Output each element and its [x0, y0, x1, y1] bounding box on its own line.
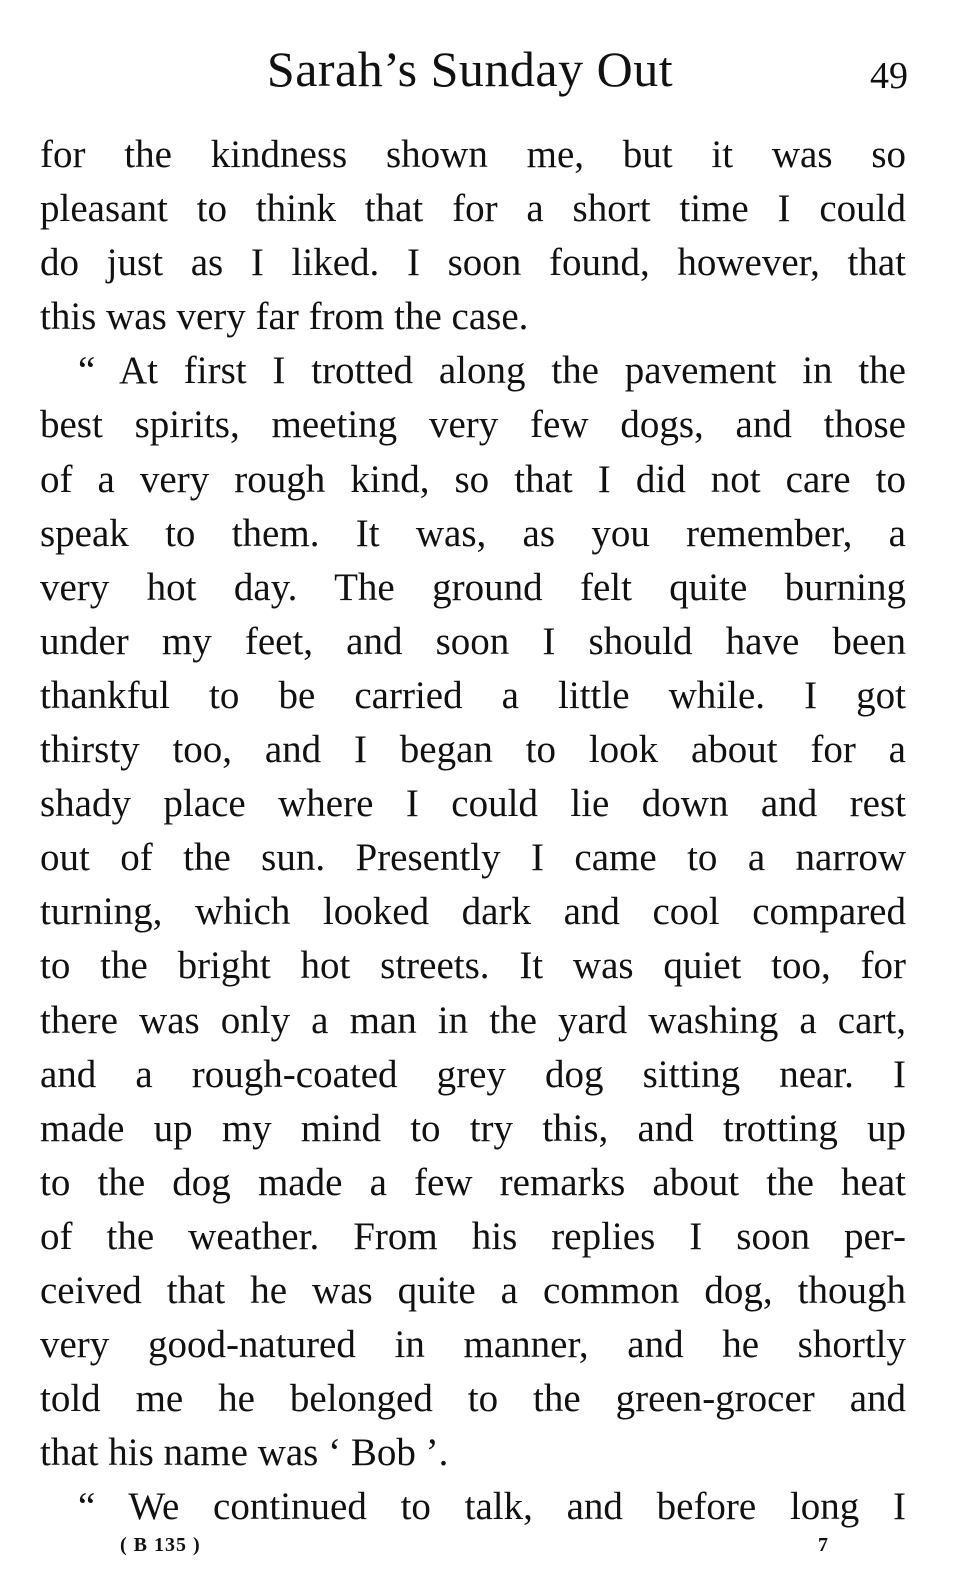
printer-signature-mark: ( B 135 ) — [120, 1534, 201, 1556]
running-head — [0, 38, 960, 108]
text-line: thirsty too, and I began to look about for a — [40, 728, 906, 772]
text-line: under my feet, and soon I should have been — [40, 619, 906, 663]
text-line: best spirits, meeting very few dogs, and those — [40, 403, 906, 447]
text-line: out of the sun. Presently I came to a narrow — [40, 836, 906, 880]
gathering-number: 7 — [818, 1534, 828, 1556]
text-line: do just as I liked. I soon found, however, that — [40, 241, 906, 285]
text-line: to the bright hot streets. It was quiet too, for — [40, 944, 906, 988]
page-footer — [0, 1530, 960, 1566]
text-line: speak to them. It was, as you remember, a — [40, 511, 906, 555]
text-line: very good-natured in manner, and he shortly — [40, 1323, 906, 1367]
text-line: very hot day. The ground felt quite burning — [40, 565, 906, 609]
text-line: and a rough-coated grey dog sitting near. I — [40, 1052, 906, 1096]
text-line: to the dog made a few remarks about the heat — [40, 1160, 906, 1204]
text-line: pleasant to think that for a short time I could — [40, 187, 906, 231]
text-line: that his name was ‘ Bob ’. — [40, 1431, 449, 1475]
body-text — [40, 128, 906, 1534]
text-line: for the kindness shown me, but it was so — [40, 133, 906, 176]
text-line: of a very rough kind, so that I did not care to — [40, 457, 906, 501]
text-line: turning, which looked dark and cool compared — [40, 890, 906, 934]
text-line: ceived that he was quite a common dog, though — [40, 1268, 906, 1312]
text-line: made up my mind to try this, and trotting up — [40, 1106, 906, 1150]
text-line: there was only a man in the yard washing a cart, — [40, 998, 906, 1042]
text-line: of the weather. From his replies I soon per- — [40, 1214, 906, 1258]
text-line: this was very far from the case. — [40, 295, 529, 339]
text-line: told me he belonged to the green-grocer and — [40, 1377, 906, 1421]
text-line: shady place where I could lie down and rest — [40, 782, 906, 826]
running-title: Sarah’s Sunday Out — [266, 41, 674, 97]
page-number: 49 — [870, 55, 908, 97]
text-line: “ At first I trotted along the pavement in the — [78, 349, 906, 393]
text-line: “ We continued to talk, and before long I — [78, 1485, 906, 1529]
text-line: thankful to be carried a little while. I got — [40, 673, 906, 717]
